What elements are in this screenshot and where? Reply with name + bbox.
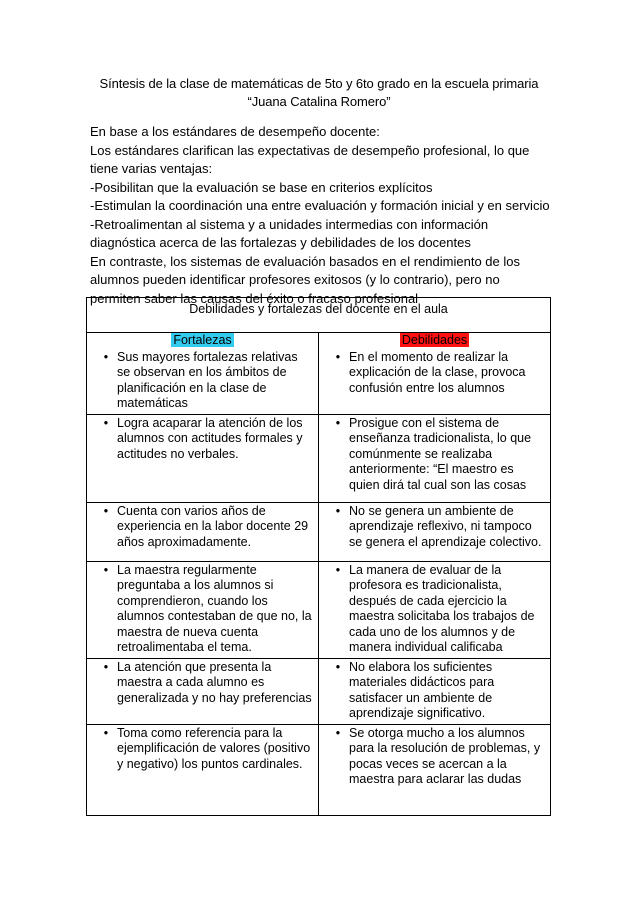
- debilidad-cell: [319, 349, 551, 415]
- bullet: •: [103, 349, 109, 364]
- intro-line: tiene varias ventajas:: [90, 161, 213, 176]
- fortaleza-cell: [87, 724, 319, 815]
- intro-line: alumnos pueden identificar profesores exitosos (y lo contrario), pero no: [90, 272, 500, 287]
- bullet: •: [103, 415, 109, 430]
- debilidad-text: No elabora los suficientes materiales didácticos para satisfacer un ambiente de aprendizaje significativo.: [349, 659, 495, 720]
- debilidad-text: Prosigue con el sistema de enseñanza tradicionalista, lo que comúnmente se realizaba anteriormente: “El maestro es quien dirá tal cual son las cosas: [349, 415, 532, 492]
- bullet: •: [103, 562, 109, 577]
- table-header: Debilidades y fortalezas del docente en el aula: [87, 298, 551, 333]
- bullet: •: [335, 659, 341, 674]
- column-header-debilidades: [319, 333, 551, 349]
- debilidad-text: La manera de evaluar de la profesora es tradicionalista, después de cada ejercicio la maestra solicitaba los trabajos de cada uno de los alumnos y de manera individual calificaba: [349, 562, 535, 654]
- intro-line: -Estimulan la coordinación una entre evaluación y formación inicial y en servicio: [90, 198, 550, 213]
- title-line-1: Síntesis de la clase de matemáticas de 5to y 6to grado en la escuela primaria: [99, 76, 539, 91]
- fortaleza-text: Cuenta con varios años de experiencia en la labor docente 29 años aproximadamente.: [117, 503, 309, 549]
- intro-paragraph: [90, 123, 565, 308]
- debilidad-cell: [319, 414, 551, 502]
- table-row: [87, 502, 551, 561]
- debilidad-cell: [319, 658, 551, 724]
- table-row: [87, 561, 551, 658]
- strengths-weaknesses-table: [86, 297, 551, 816]
- fortaleza-text: Toma como referencia para la ejemplificación de valores (positivo y negativo) los puntos cardinales.: [117, 725, 311, 771]
- table-row: [87, 414, 551, 502]
- debilidad-cell: [319, 724, 551, 815]
- debilidad-text: En el momento de realizar la explicación de la clase, provoca confusión entre los alumnos: [349, 349, 526, 395]
- table-row: [87, 724, 551, 815]
- fortaleza-cell: [87, 414, 319, 502]
- bullet: •: [335, 562, 341, 577]
- title-line-2: “Juana Catalina Romero”: [247, 94, 391, 109]
- column-header-fortalezas: [87, 333, 319, 349]
- bullet: •: [103, 659, 109, 674]
- bullet: •: [335, 349, 341, 364]
- document-title: [80, 75, 558, 111]
- fortaleza-cell: [87, 658, 319, 724]
- intro-line: -Retroalimentan al sistema y a unidades intermedias con información: [90, 216, 489, 232]
- bullet: •: [103, 725, 109, 740]
- bullet: •: [103, 503, 109, 518]
- intro-line: En contraste, los sistemas de evaluación basados en el rendimiento de los: [90, 253, 520, 269]
- intro-line: Los estándares clarifican las expectativas de desempeño profesional, lo que: [90, 142, 530, 158]
- fortaleza-text: Logra acaparar la atención de los alumnos con actitudes formales y actitudes no verbales.: [117, 415, 303, 461]
- debilidad-text: No se genera un ambiente de aprendizaje reflexivo, ni tampoco se genera el aprendizaje colectivo.: [349, 503, 542, 549]
- debilidad-cell: [319, 561, 551, 658]
- debilidad-text: Se otorga mucho a los alumnos para la resolución de problemas, y pocas veces se acercan a la maestra para aclarar las dudas: [349, 725, 541, 786]
- bullet: •: [335, 725, 341, 740]
- debilidades-label: Debilidades: [401, 333, 468, 347]
- intro-line: -Posibilitan que la evaluación se base en criterios explícitos: [90, 179, 433, 195]
- bullet: •: [335, 503, 341, 518]
- fortaleza-text: La maestra regularmente preguntaba a los alumnos si comprendieron, cuando los alumnos contestaban de que no, la maestra de nueva cuenta retroalimentaba el tema.: [117, 562, 312, 654]
- fortalezas-label: Fortalezas: [173, 333, 232, 347]
- intro-line: diagnóstica acerca de las fortalezas y debilidades de los docentes: [90, 235, 471, 250]
- debilidad-cell: [319, 502, 551, 561]
- table-row: [87, 349, 551, 415]
- fortaleza-cell: [87, 561, 319, 658]
- intro-line: En base a los estándares de desempeño docente:: [90, 124, 380, 139]
- table-row: [87, 658, 551, 724]
- fortaleza-text: Sus mayores fortalezas relativas se observan en los ámbitos de planificación en la clase de matemáticas: [117, 349, 298, 410]
- bullet: •: [335, 415, 341, 430]
- fortaleza-cell: [87, 502, 319, 561]
- intro-line: permiten saber las causas del éxito o fracaso profesional: [90, 290, 419, 306]
- fortaleza-text: La atención que presenta la maestra a cada alumno es generalizada y no hay preferencias: [117, 659, 312, 705]
- fortaleza-cell: [87, 349, 319, 415]
